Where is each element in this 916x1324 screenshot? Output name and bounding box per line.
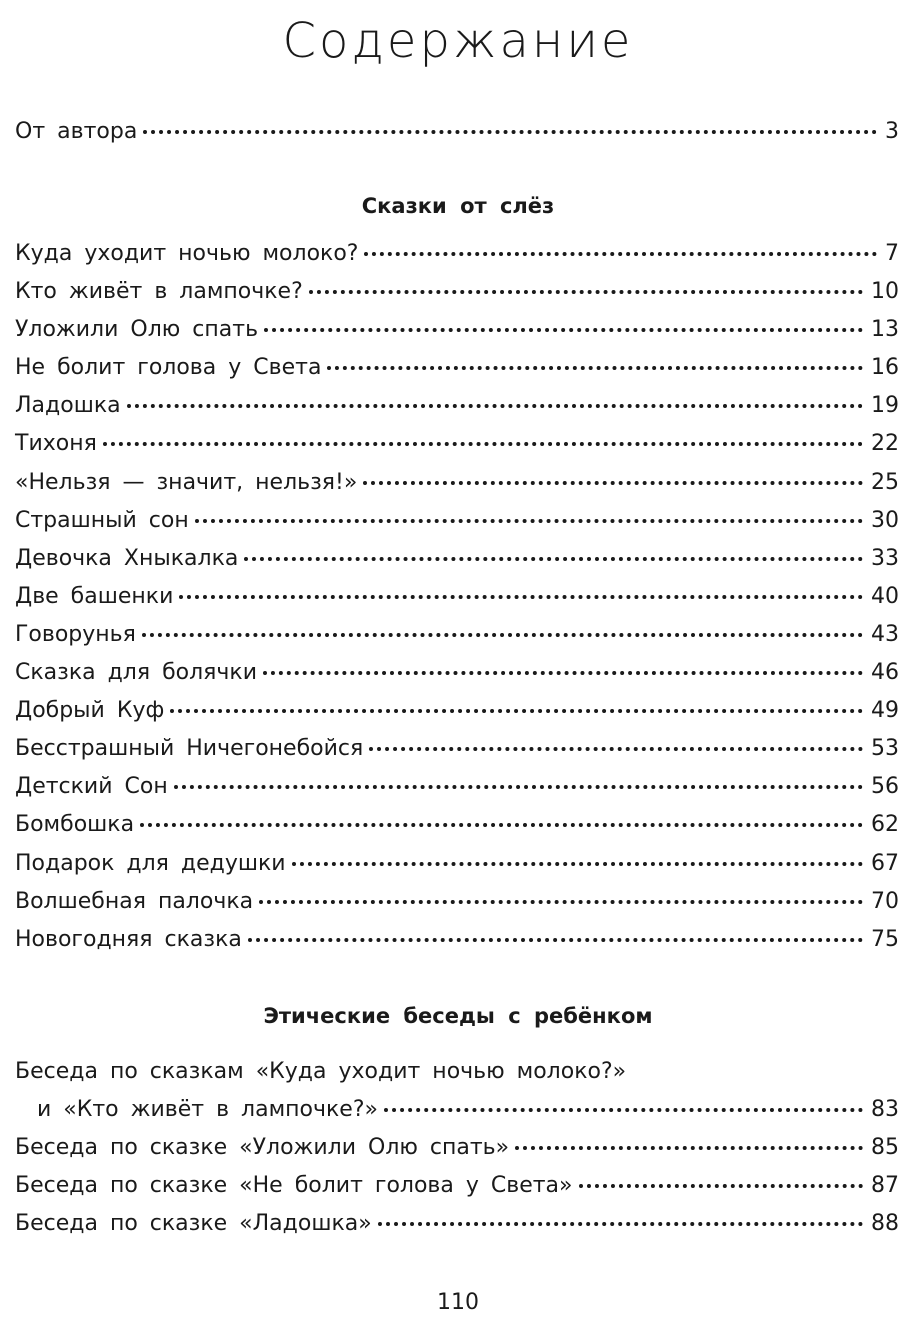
toc-entry-page: 30: [871, 507, 899, 533]
toc-entry-page: 53: [871, 736, 899, 762]
dot-leader: [384, 1108, 863, 1112]
toc-entry-page: 13: [871, 317, 899, 343]
toc-entry-label: Ладошка: [15, 393, 121, 419]
dot-leader: [140, 823, 863, 827]
toc-entry-label: Не болит голова у Света: [15, 355, 322, 381]
toc-entry-page: 56: [871, 774, 899, 800]
toc-entry-first-line[interactable]: Беседа по сказкам «Куда уходит ночью молоко?»: [15, 1059, 627, 1084]
section-heading-fairy-tales: Сказки от слёз: [361, 194, 555, 218]
toc-entry[interactable]: [15, 768, 899, 806]
toc-entry-page: 85: [871, 1135, 899, 1161]
toc-entry-label: Подарок для дедушки: [15, 850, 286, 876]
toc-entry-label: Беседа по сказке «Ладошка»: [15, 1211, 372, 1237]
toc-entry-label: Беседа по сказке «Не болит голова у Света»: [15, 1173, 573, 1199]
dot-leader: [264, 328, 863, 332]
toc-entry[interactable]: [15, 273, 899, 311]
page-number: 110: [437, 1290, 479, 1315]
dot-leader: [369, 747, 863, 751]
toc-entry-page: 83: [871, 1097, 899, 1123]
toc-entry-label: Сказка для болячки: [15, 660, 257, 686]
toc-entry[interactable]: [15, 654, 899, 692]
toc-entry-page: 49: [871, 698, 899, 724]
toc-entry-page: 88: [871, 1211, 899, 1237]
toc-entry-label: Добрый Куф: [15, 698, 165, 724]
toc-entry[interactable]: [15, 692, 899, 730]
dot-leader: [103, 442, 863, 446]
toc-entry[interactable]: [15, 464, 899, 502]
toc-entry-label: Новогодняя сказка: [15, 926, 242, 952]
toc-entry-label: Детский Сон: [15, 774, 168, 800]
dot-leader: [174, 785, 863, 789]
dot-leader: [127, 404, 863, 408]
toc-entry-page: 3: [885, 119, 899, 144]
toc-entry-page: 33: [871, 545, 899, 571]
toc-entry[interactable]: [15, 883, 899, 921]
toc-entry-page: 19: [871, 393, 899, 419]
toc-entry[interactable]: [15, 1091, 899, 1129]
toc-entry[interactable]: [15, 616, 899, 654]
dot-leader: [263, 671, 863, 675]
dot-leader: [363, 481, 863, 485]
toc-entry-page: 70: [871, 888, 899, 914]
toc-entry[interactable]: [15, 540, 899, 578]
toc-entry-page: 87: [871, 1173, 899, 1199]
toc-entry-label: Тихоня: [15, 431, 97, 457]
dot-leader: [364, 252, 877, 256]
toc-entry[interactable]: [15, 730, 899, 768]
toc-entry[interactable]: [15, 235, 899, 273]
dot-leader: [244, 557, 863, 561]
toc-entry-page: 7: [885, 241, 899, 266]
toc-section2-list: [15, 1053, 899, 1243]
toc-entry-label: Кто живёт в лампочке?: [15, 279, 303, 305]
toc-entry[interactable]: [15, 502, 899, 540]
toc-entry-label: Две башенки: [15, 583, 174, 609]
toc-entry[interactable]: [15, 1129, 899, 1167]
dot-leader: [179, 595, 863, 599]
toc-entry-page: 25: [871, 469, 899, 495]
toc-section2-rows: [15, 1091, 899, 1243]
toc-entry-label: Бесстрашный Ничегонебойся: [15, 736, 364, 762]
toc-entry-label: Девочка Хныкалка: [15, 545, 239, 571]
toc-entry-page: 46: [871, 660, 899, 686]
toc-entry[interactable]: [15, 806, 899, 844]
toc-entry-page: 10: [871, 279, 899, 305]
toc-entry[interactable]: [15, 311, 899, 349]
toc-entry[interactable]: [15, 921, 899, 959]
toc-entry-label: «Нельзя — значит, нельзя!»: [15, 469, 358, 495]
dot-leader: [378, 1222, 863, 1226]
toc-entry-label: Бомбошка: [15, 812, 135, 838]
toc-entry-page: 62: [871, 812, 899, 838]
toc-entry-page: 22: [871, 431, 899, 457]
toc-entry-label: Говорунья: [15, 621, 136, 647]
dot-leader: [170, 709, 863, 713]
toc-entry[interactable]: [15, 349, 899, 387]
toc-entry-label: Куда уходит ночью молоко?: [15, 241, 359, 266]
page-title: Содержание: [282, 13, 634, 69]
toc-entry[interactable]: [15, 1167, 899, 1205]
dot-leader: [259, 900, 863, 904]
toc-entry-label: Волшебная палочка: [15, 888, 254, 914]
toc-entry[interactable]: [15, 845, 899, 883]
dot-leader: [195, 519, 863, 523]
toc-entry-page: 40: [871, 583, 899, 609]
section-heading-ethical-talks: Этические беседы с ребёнком: [263, 1004, 653, 1028]
toc-entry[interactable]: [15, 425, 899, 463]
dot-leader: [143, 130, 877, 134]
toc-entry-label: От автора: [15, 119, 138, 144]
toc-entry-author[interactable]: [15, 113, 899, 151]
toc-entry[interactable]: [15, 1205, 899, 1243]
toc-entry-label: и «Кто живёт в лампочке?»: [37, 1097, 378, 1123]
toc-entry[interactable]: [15, 387, 899, 425]
dot-leader: [292, 862, 863, 866]
dot-leader: [579, 1184, 864, 1188]
dot-leader: [309, 290, 863, 294]
dot-leader: [142, 633, 863, 637]
toc-entry-label: Страшный сон: [15, 507, 189, 533]
toc-section1-list: [15, 235, 899, 959]
dot-leader: [248, 938, 863, 942]
toc-entry-page: 43: [871, 621, 899, 647]
toc-entry-label: Уложили Олю спать: [15, 317, 259, 343]
toc-author-block: [15, 113, 899, 151]
dot-leader: [515, 1146, 863, 1150]
toc-entry-page: 67: [871, 850, 899, 876]
toc-entry[interactable]: [15, 578, 899, 616]
dot-leader: [327, 366, 863, 370]
toc-entry-page: 75: [871, 926, 899, 952]
toc-entry-label: Беседа по сказке «Уложили Олю спать»: [15, 1135, 510, 1161]
toc-entry-page: 16: [871, 355, 899, 381]
